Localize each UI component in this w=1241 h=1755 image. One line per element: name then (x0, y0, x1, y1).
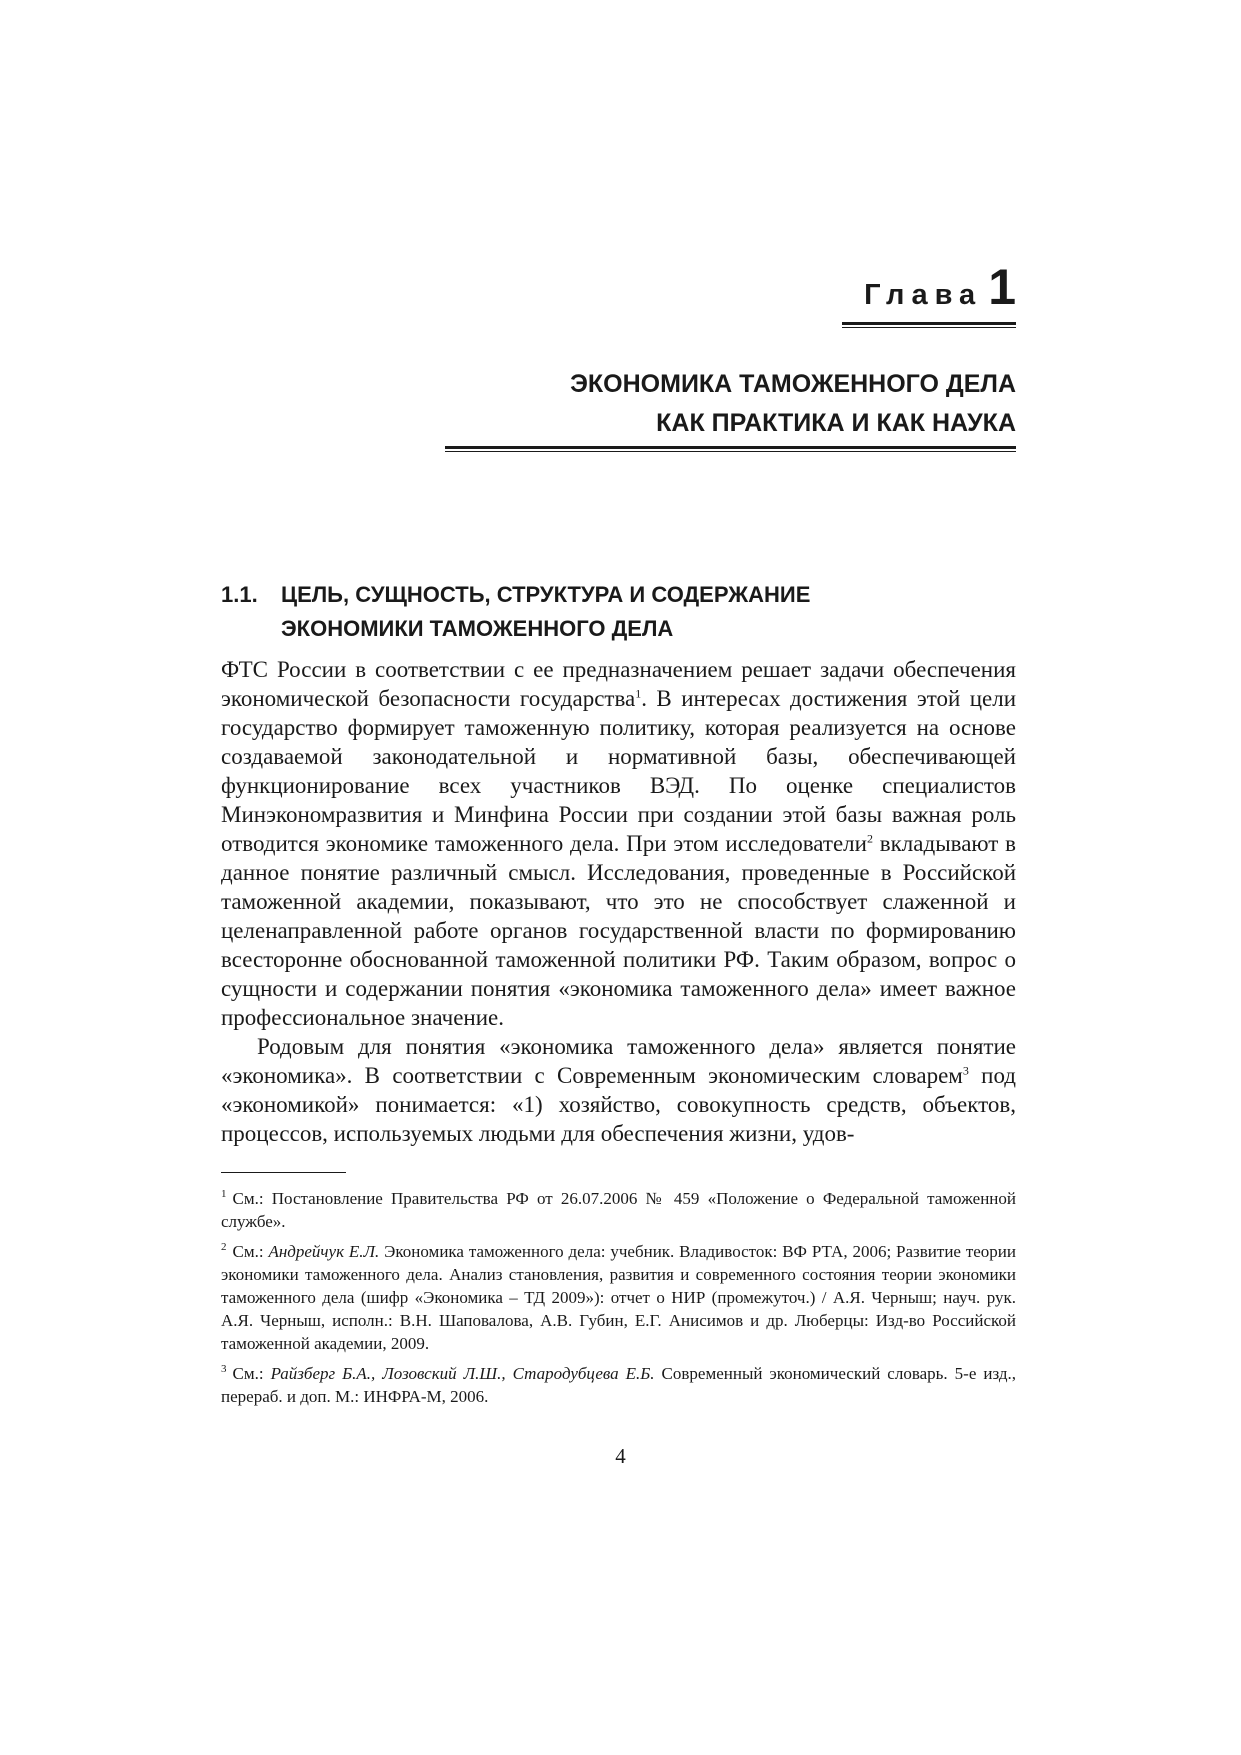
footnote-ref-3: 3 (962, 1063, 969, 1078)
footnote-1 (221, 1187, 1016, 1233)
paragraph-1-part-b: . В интересах достижения этой цели государство формирует таможенную политику, которая реализуется на основе создаваемой законодательной и нормативной базы, обеспечивающей функционирование всех участников ВЭД. По оценке специалистов Минэкономразвития и Минфина России при создании этой базы важная роль отводится экономике таможенного дела. При этом исследователи (221, 686, 1017, 856)
chapter-title-rule (445, 446, 1016, 452)
footnote-text: См.: Постановление Правительства РФ от 26.07.2006 № 459 «Положение о Федеральной таможенной службе». (221, 1189, 1016, 1231)
footnote-text: Современный экономический словарь. 5-е изд., перераб. и доп. М.: ИНФРА-М, 2006. (221, 1364, 1017, 1406)
paragraph-2 (221, 1032, 1016, 1148)
footnote-separator (221, 1172, 346, 1173)
chapter-label (864, 258, 1016, 316)
chapter-title-line-2: КАК ПРАКТИКА И КАК НАУКА (656, 409, 1016, 437)
footnote-author: Райзберг Б.А., Лозовский Л.Ш., Стародубцева Е.Б. (270, 1364, 655, 1383)
footnotes (221, 1187, 1016, 1415)
paragraph-1-part-c: вкладывают в данное понятие различный смысл. Исследования, проведенные в Российской таможенной академии, показывают, что это не способствует слаженной и целенаправленной работе органов государственной власти по формированию всесторонне обоснованной таможенной политики РФ. Таким образом, вопрос о сущности и содержании понятия «экономика таможенного дела» имеет важное профессиональное значение. (221, 831, 1016, 1030)
footnote-mark: 1 (221, 1188, 227, 1201)
footnote-mark: 3 (221, 1363, 227, 1376)
footnote-author: Андрейчук Е.Л. (268, 1242, 380, 1261)
footnote-2 (221, 1240, 1016, 1355)
chapter-number: 1 (988, 259, 1016, 315)
paragraph-1-part-a: ФТС России в соответствии с ее предназначением решает задачи обеспечения экономической безопасности государства (221, 657, 1016, 711)
paragraph-2-part-b: под «экономикой» понимается: «1) хозяйство, совокупность средств, объектов, процессов, используемых людьми для обеспечения жизни, удов- (221, 1063, 1016, 1146)
footnote-text: Экономика таможенного дела: учебник. Владивосток: ВФ РТА, 2006; Развитие теории экономики таможенного дела. Анализ становления, развития и современного состояния теории экономики таможенного дела (шифр «Экономика – ТД 2009»): отчет о НИР (промежуточ.) / А.Я. Черныш; науч. рук. А.Я. Черныш, исполн.: В.Н. Шаповалова, А.В. Губин, Е.Г. Анисимов и др. Люберцы: Изд-во Российской таможенной академии, 2009. (221, 1242, 1016, 1353)
chapter-title (570, 365, 1016, 443)
footnote-prefix: См.: (232, 1242, 269, 1261)
paragraph-2-part-a: Родовым для понятия «экономика таможенного дела» является понятие «экономика». В соответствии с Современным экономическим словарем (221, 1034, 1016, 1088)
footnote-mark: 2 (221, 1241, 227, 1254)
chapter-title-line-1: ЭКОНОМИКА ТАМОЖЕННОГО ДЕЛА (570, 370, 1016, 398)
footnote-ref-1: 1 (635, 686, 642, 701)
page-number: 4 (615, 1444, 626, 1468)
footnote-3 (221, 1362, 1016, 1408)
section-number: 1.1. (221, 582, 258, 607)
section-title-line-1: ЦЕЛЬ, СУЩНОСТЬ, СТРУКТУРА И СОДЕРЖАНИЕ (281, 582, 811, 607)
paragraph-1 (221, 655, 1016, 1032)
footnote-ref-2: 2 (866, 831, 873, 846)
chapter-word: Глава (864, 279, 983, 311)
section-heading (221, 578, 810, 646)
footnote-prefix: См.: (232, 1364, 271, 1383)
chapter-label-rule (842, 322, 1016, 328)
section-title-line-2: ЭКОНОМИКИ ТАМОЖЕННОГО ДЕЛА (281, 616, 674, 641)
body-text (221, 655, 1016, 1148)
